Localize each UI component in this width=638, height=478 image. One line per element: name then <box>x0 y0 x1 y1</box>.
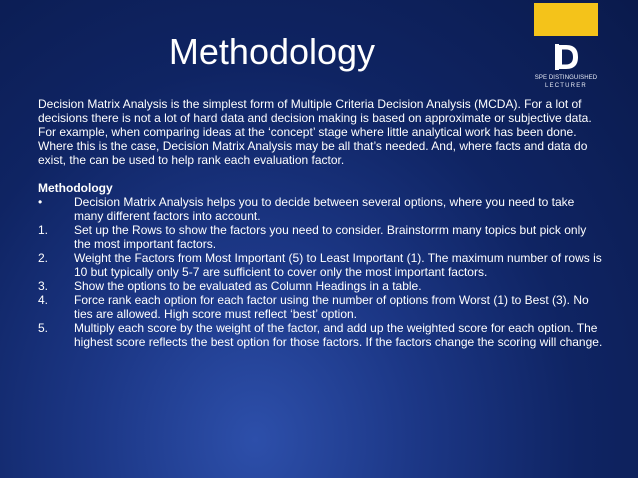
bullet-marker: • <box>38 195 43 209</box>
list-item-text: Show the options to be evaluated as Column Headings in a table. <box>74 279 422 293</box>
logo-line-1: SPE DISTINGUISHED <box>534 75 598 81</box>
list-number: 3. <box>38 279 49 293</box>
list-number: 4. <box>38 293 49 307</box>
list-item-text: Decision Matrix Analysis helps you to decide between several options, where you need to take many different factors into account. <box>74 195 575 223</box>
list-item <box>38 279 606 293</box>
logo-line-2: LECTURER <box>545 83 587 89</box>
list-item <box>38 293 606 321</box>
list-item-text: Set up the Rows to show the factors you need to consider. Brainstorrm many topics but pick only the most important factors. <box>74 223 587 251</box>
list-number: 2. <box>38 251 49 265</box>
list-item-text: Weight the Factors from Most Important (5) to Least Important (1). The maximum number of rows is 10 but typically only 5-7 are sufficient to cover only the most important factors. <box>74 251 602 279</box>
spe-distinguished-lecturer-logo <box>530 42 602 92</box>
list-item <box>38 321 606 349</box>
list-item <box>38 195 606 223</box>
list-item-text: Multiply each score by the weight of the factor, and add up the weighted score for each option. The highest score reflects the best option for those factors. If the factors change the scoring will change. <box>74 321 603 349</box>
d-logo-icon <box>551 42 581 72</box>
intro-paragraph: Decision Matrix Analysis is the simplest form of Multiple Criteria Decision Analysis (MCDA). For a lot of decisions there is not a lot of hard data and decision making is based on approximate or subjective data. For example, when comparing ideas at the ‘concept’ stage where little analytical work has been done. Where this is the case, Decision Matrix Analysis may be all that’s needed. And, where facts and data do exist, the can be used to help rank each evaluation factor. <box>38 97 592 167</box>
list-item <box>38 223 606 251</box>
page-title: Methodology <box>168 31 376 72</box>
list-number: 1. <box>38 223 49 237</box>
list-item-text: Force rank each option for each factor using the number of options from Worst (1) to Best (3). No ties are allowed. High score must reflect ‘best’ option. <box>74 293 589 321</box>
list-number: 5. <box>38 321 49 335</box>
section-heading: Methodology <box>38 181 113 195</box>
slide-body <box>38 97 606 349</box>
list-item <box>38 251 606 279</box>
